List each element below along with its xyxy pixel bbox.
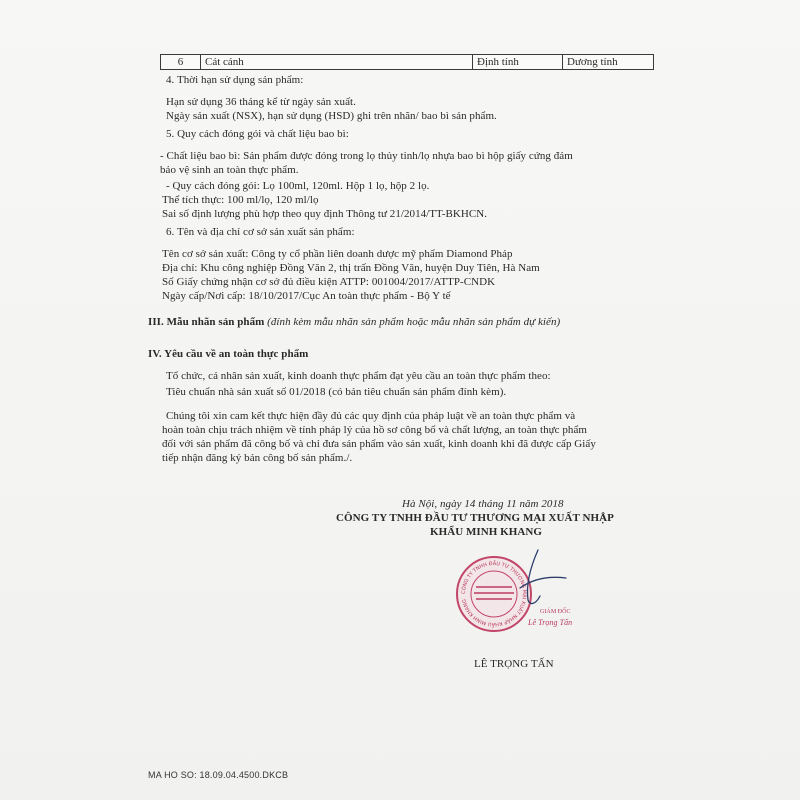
record-code: MA HO SO: 18.09.04.4500.DKCB <box>148 770 289 780</box>
signature-mark <box>500 548 570 608</box>
place-date: Hà Nội, ngày 14 tháng 11 năm 2018 <box>402 498 564 510</box>
certificate-number-line: Số Giấy chứng nhận cơ sở đủ điều kiện ATTP: 001004/2017/ATTP-CNDK <box>162 276 496 288</box>
commitment-line-4: tiếp nhận đăng ký bản công bố sản phẩm./. <box>162 452 353 464</box>
packaging-material-line: - Chất liệu bao bì: Sản phẩm được đóng trong lọ thủy tinh/lọ nhựa bao bì hộp giấy cứng đảm <box>160 150 573 162</box>
issue-date-line: Ngày cấp/Nơi cấp: 18/10/2017/Cục An toàn thực phẩm - Bộ Y tế <box>162 290 451 302</box>
table-cell-method: Định tính <box>473 55 563 69</box>
table-cell-name: Cát cánh <box>201 55 473 69</box>
manufacturer-standard-line: Tiêu chuẩn nhà sản xuất số 01/2018 (có bản tiêu chuẩn sản phẩm đính kèm). <box>166 386 507 398</box>
section-6-heading: 6. Tên và địa chỉ cơ sở sản xuất sản phẩm: <box>166 226 355 238</box>
section-iii-title <box>148 316 560 328</box>
safety-requirement-line: Tổ chức, cá nhân sản xuất, kinh doanh thực phẩm đạt yêu cầu an toàn thực phẩm theo: <box>166 370 551 382</box>
manufacturer-address-line: Địa chỉ: Khu công nghiệp Đồng Văn 2, thị trấn Đồng Văn, huyện Duy Tiên, Hà Nam <box>162 262 540 274</box>
company-name-line-2: KHẨU MINH KHANG <box>430 526 542 538</box>
packaging-spec-line: - Quy cách đóng gói: Lọ 100ml, 120ml. Hộp 1 lọ, hộp 2 lọ. <box>166 180 430 192</box>
section-iii-note: (đính kèm mẫu nhãn sản phẩm hoặc mẫu nhãn sản phẩm dự kiến) <box>267 316 561 328</box>
table-cell-result: Dương tính <box>567 56 618 68</box>
nsx-hsd-line: Ngày sản xuất (NSX), hạn sử dụng (HSD) ghi trên nhãn/ bao bì sản phẩm. <box>166 110 497 122</box>
stamp-ring-text: CÔNG TY TNHH ĐẦU TƯ THƯƠNG MẠI XUẤT NHẬP KHẨU MINH KHANG <box>460 560 528 628</box>
manufacturer-name-line: Tên cơ sở sản xuất: Công ty cổ phần liên doanh dược mỹ phẩm Diamond Pháp <box>162 248 513 260</box>
packaging-material-line-2: bảo vệ sinh an toàn thực phẩm. <box>160 164 299 176</box>
stamp-role: GIÁM ĐỐC <box>540 609 571 615</box>
company-name-line-1: CÔNG TY TNHH ĐẦU TƯ THƯƠNG MẠI XUẤT NHẬP <box>336 512 614 524</box>
commitment-line-3: đối với sản phẩm đã công bố và chỉ đưa sản phẩm vào sản xuất, kinh doanh khi đã được cấp Giấy <box>162 438 596 450</box>
stamp-signature-name: Lê Trọng Tấn <box>528 618 573 627</box>
commitment-line-1: Chúng tôi xin cam kết thực hiện đầy đủ các quy định của pháp luật về an toàn thực phẩm và <box>166 410 576 422</box>
net-volume-line: Thể tích thực: 100 ml/lọ, 120 ml/lọ <box>162 194 319 206</box>
section-iv-heading: IV. Yêu cầu về an toàn thực phẩm <box>148 348 309 360</box>
section-iii-heading: III. Mẫu nhãn sản phẩm <box>148 316 265 328</box>
signer-name: LÊ TRỌNG TẤN <box>474 658 554 670</box>
table-cell-number: 6 <box>161 55 201 69</box>
tolerance-line: Sai số định lượng phù hợp theo quy định Thông tư 21/2014/TT-BKHCN. <box>162 208 488 220</box>
section-5-heading: 5. Quy cách đóng gói và chất liệu bao bì: <box>166 128 349 140</box>
shelf-life-line: Hạn sử dụng 36 tháng kể từ ngày sản xuất. <box>166 96 356 108</box>
table-row <box>160 54 654 70</box>
commitment-line-2: hoàn toàn chịu trách nhiệm về tính pháp lý của hồ sơ công bố và chất lượng, an toàn thực phẩm <box>162 424 588 436</box>
section-4-heading: 4. Thời hạn sử dụng sản phẩm: <box>166 74 304 86</box>
